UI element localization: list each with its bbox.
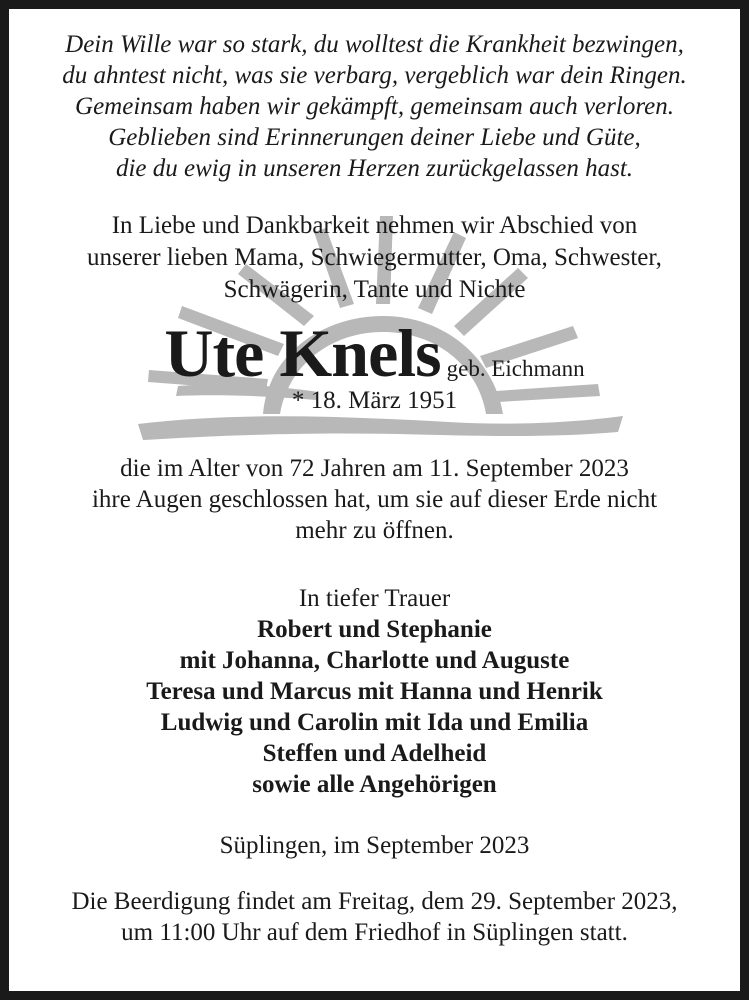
- death-line: die im Alter von 72 Jahren am 11. September 2023: [120, 455, 629, 482]
- maiden-name: geb. Eichmann: [446, 356, 585, 381]
- poem-line: Gemeinsam haben wir gekämpft, gemeinsam auch verloren.: [75, 93, 674, 120]
- birth-date: * 18. März 1951: [291, 387, 458, 414]
- mourner-line: sowie alle Angehörigen: [252, 771, 497, 798]
- death-notice: [9, 453, 740, 546]
- memorial-poem: [9, 29, 740, 184]
- death-line: ihre Augen geschlossen hat, um sie auf dieser Erde nicht: [91, 486, 658, 513]
- place-and-date: Süplingen, im September 2023: [219, 832, 530, 859]
- deceased-name: Ute Knels: [164, 315, 441, 391]
- death-line: mehr zu öffnen.: [295, 517, 454, 544]
- funeral-notice: [9, 886, 740, 948]
- funeral-line: um 11:00 Uhr auf dem Friedhof in Süplingen statt.: [121, 919, 628, 946]
- mourner-line: Ludwig und Carolin mit Ida und Emilia: [160, 709, 589, 736]
- mourner-line: mit Johanna, Charlotte und Auguste: [179, 647, 570, 674]
- poem-line: Dein Wille war so stark, du wolltest die Krankheit bezwingen,: [65, 31, 684, 58]
- poem-line: Geblieben sind Erinnerungen deiner Liebe und Güte,: [108, 124, 641, 151]
- mourner-line: Steffen und Adelheid: [262, 740, 487, 767]
- mourner-line: Robert und Stephanie: [257, 616, 492, 643]
- mourning-heading: In tiefer Trauer: [298, 585, 451, 612]
- deceased-name-row: [9, 316, 740, 390]
- intro-line: In Liebe und Dankbarkeit nehmen wir Abschied von: [111, 212, 638, 239]
- mourning-section: [9, 583, 740, 800]
- poem-line: die du ewig in unseren Herzen zurückgelassen hast.: [115, 155, 634, 182]
- mourner-line: Teresa und Marcus mit Hanna und Henrik: [146, 678, 603, 705]
- intro-line: Schwägerin, Tante und Nichte: [223, 276, 526, 303]
- obituary-content: [9, 0, 740, 948]
- farewell-intro: [9, 210, 740, 306]
- intro-line: unserer lieben Mama, Schwiegermutter, Oma, Schwester,: [87, 244, 662, 271]
- poem-line: du ahntest nicht, was sie verbarg, vergeblich war dein Ringen.: [62, 62, 687, 89]
- mourners-list: [9, 614, 740, 800]
- funeral-line: Die Beerdigung findet am Freitag, dem 29. September 2023,: [71, 888, 678, 915]
